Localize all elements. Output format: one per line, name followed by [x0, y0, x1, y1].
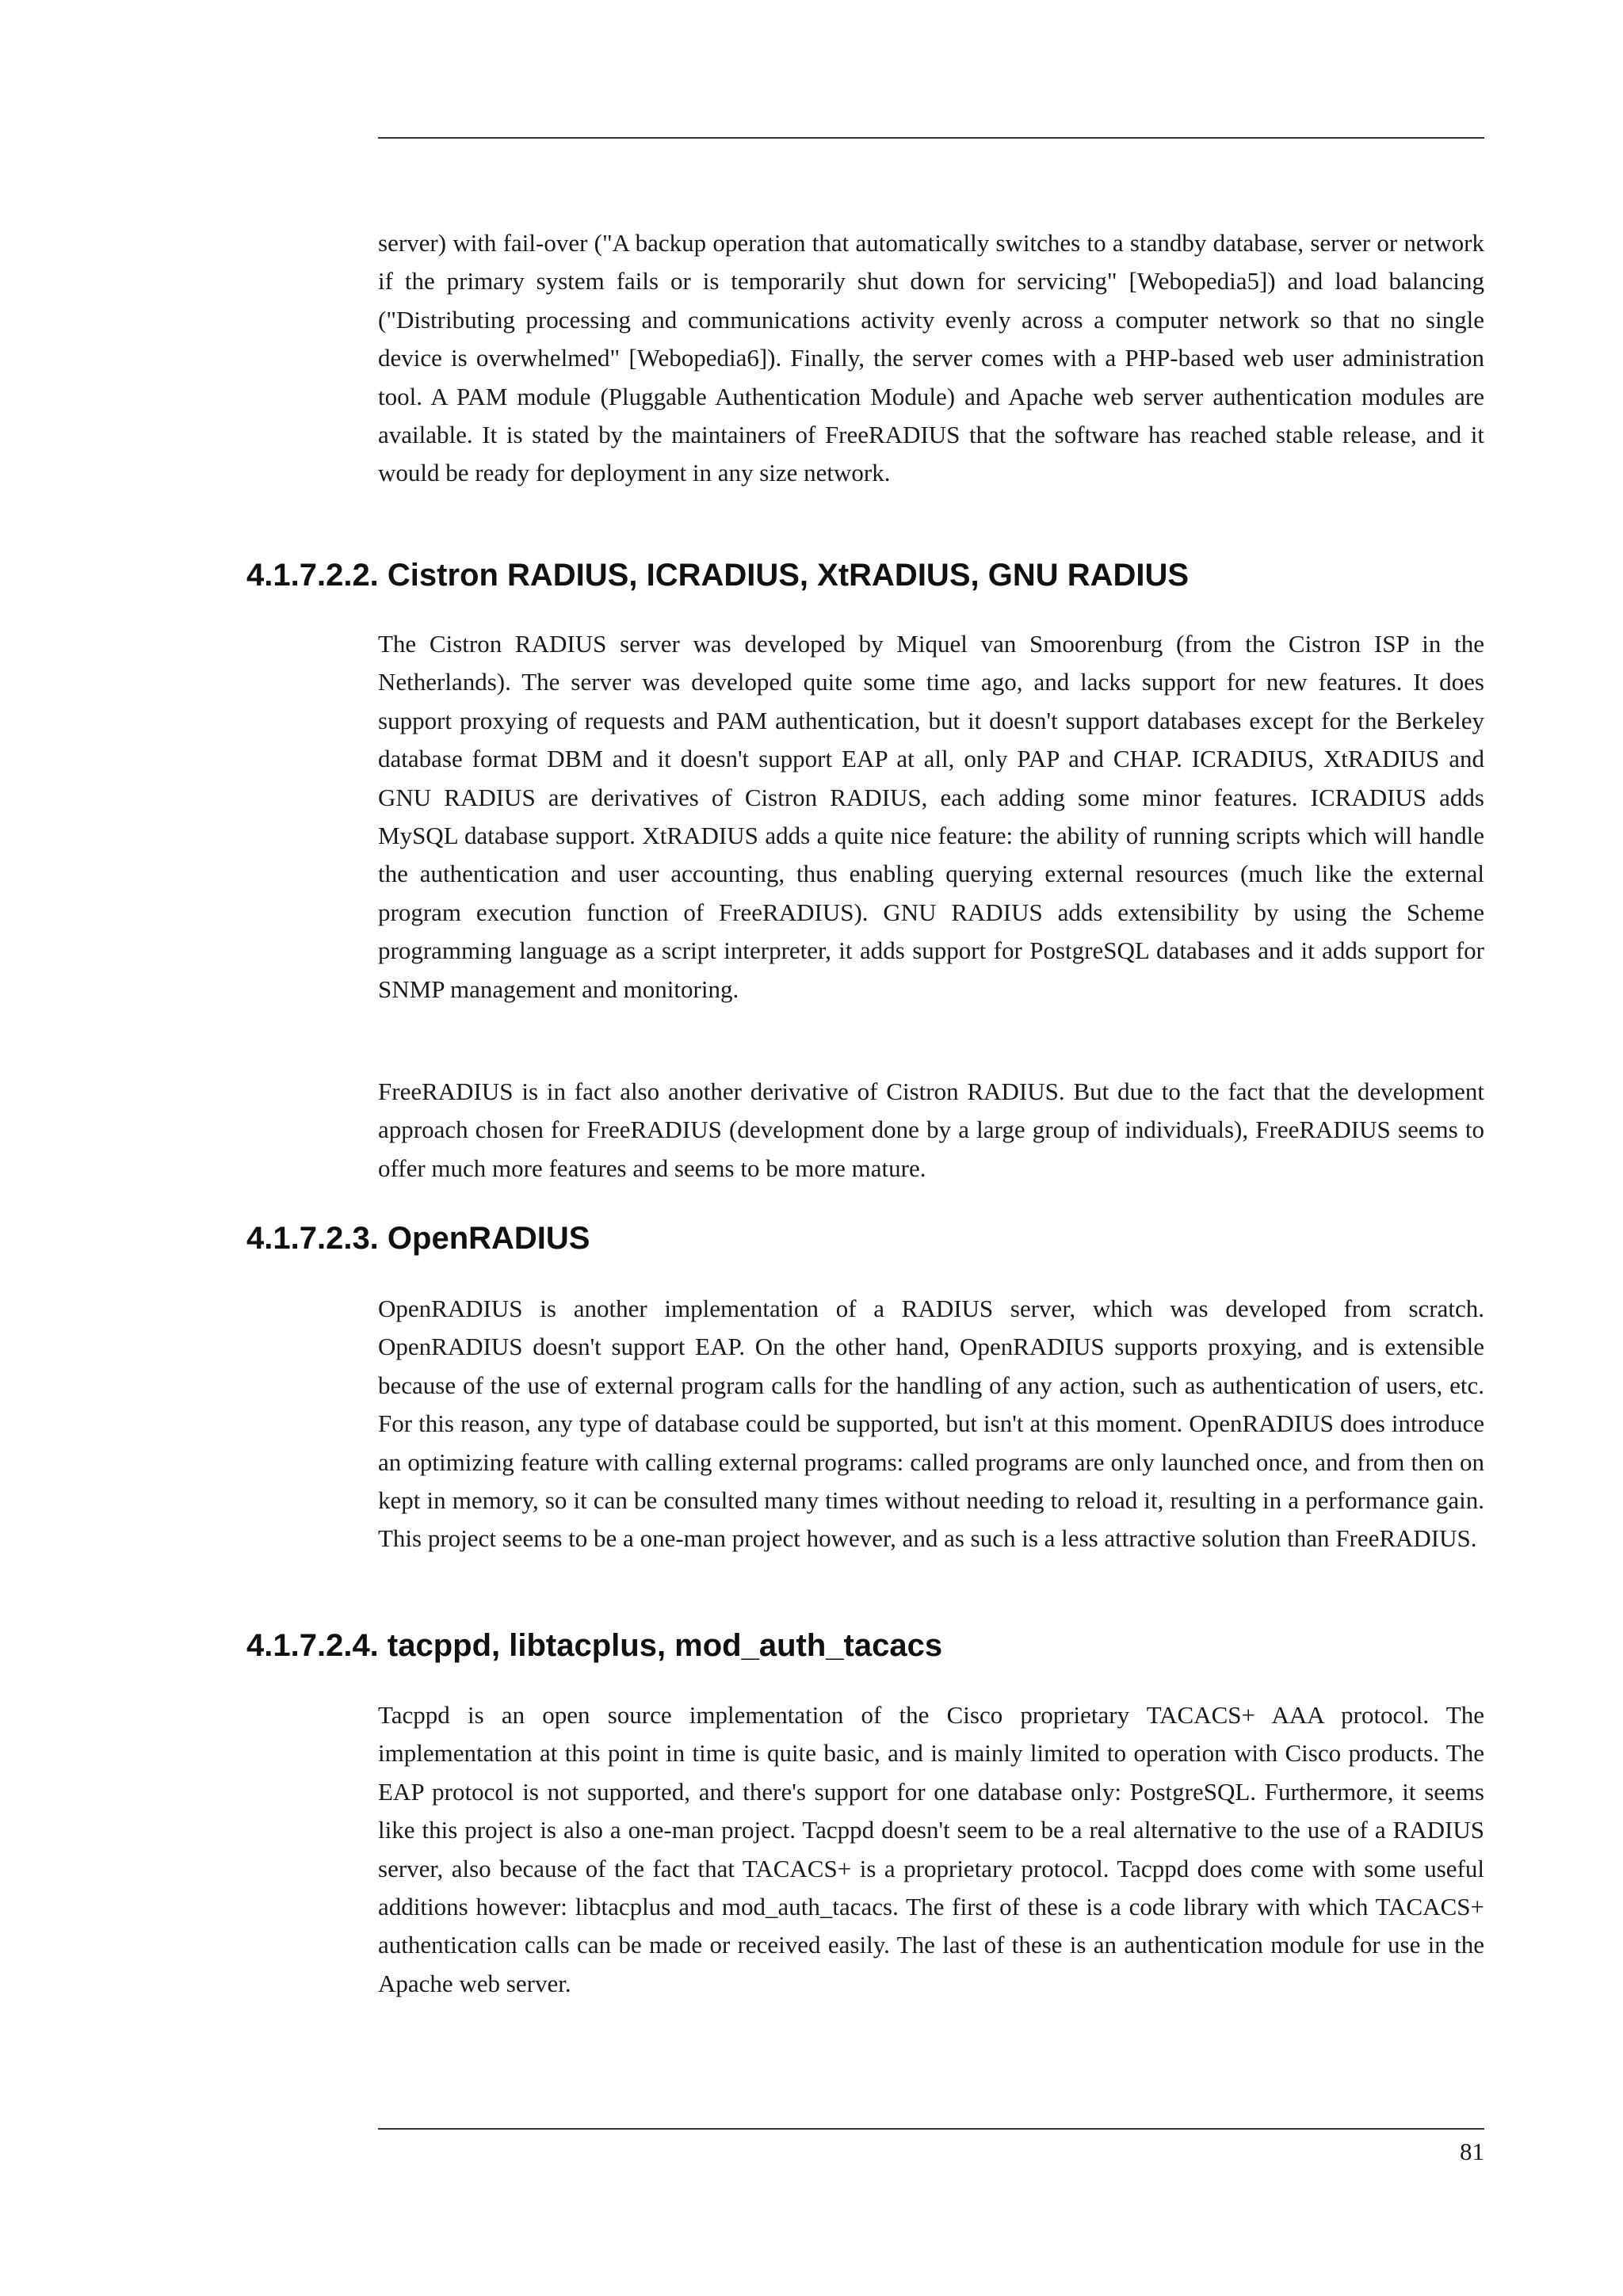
section-heading-openradius: 4.1.7.2.3. OpenRADIUS — [246, 1221, 590, 1256]
footer-rule — [378, 2128, 1484, 2130]
header-rule — [378, 137, 1484, 139]
cistron-paragraph-2: FreeRADIUS is in fact also another derivative of Cistron RADIUS. But due to the fact that the development approach chosen for FreeRADIUS (development done by a large group of individuals), FreeRADIUS seems to offer much more features and seems to be more mature. — [378, 1077, 1484, 1182]
tacppd-paragraph: Tacppd is an open source implementation of the Cisco proprietary TACACS+ AAA protocol. The implementation at this point in time is quite basic, and is mainly limited to operation with Cisco products. The EAP protocol is not supported, and there's support for one database only: PostgreSQL. Furthermore, it seems like this project is also a one-man project. Tacppd doesn't seem to be a real alternative to the use of a RADIUS server, also because of the fact that TACACS+ is a proprietary protocol. Tacppd does come with some useful additions however: libtacplus and mod_auth_tacacs. The first of these is a code library with which TACACS+ authentication calls can be made or received easily. The last of these is an authentication module for use in the Apache web server. — [378, 1701, 1484, 1997]
page-number: 81 — [1460, 2138, 1484, 2165]
section-heading-cistron: 4.1.7.2.2. Cistron RADIUS, ICRADIUS, XtRADIUS, GNU RADIUS — [246, 558, 1190, 593]
intro-paragraph: server) with fail-over ("A backup operation that automatically switches to a standby database, server or network if the primary system fails or is temporarily shut down for servicing" [Webopedia5]) and load balancing ("Distributing processing and communications activity evenly across a computer network so that no single device is overwhelmed" [Webopedia6]). Finally, the server comes with a PHP-based web user administration tool. A PAM module (Pluggable Authentication Module) and Apache web server authentication modules are available. It is stated by the maintainers of FreeRADIUS that the software has reached stable release, and it would be ready for deployment in any size network. — [378, 229, 1484, 487]
openradius-paragraph: OpenRADIUS is another implementation of a RADIUS server, which was developed from scratch. OpenRADIUS doesn't support EAP. On the other hand, OpenRADIUS supports proxying, and is extensible because of the use of external program calls for the handling of any action, such as authentication of users, etc. For this reason, any type of database could be supported, but isn't at this moment. OpenRADIUS does introduce an optimizing feature with calling external programs: called programs are only launched once, and from then on kept in memory, so it can be consulted many times without needing to reload it, resulting in a performance gain. This project seems to be a one-man project however, and as such is a less attractive solution than FreeRADIUS. — [378, 1295, 1484, 1553]
cistron-paragraph-1: The Cistron RADIUS server was developed by Miquel van Smoorenburg (from the Cistron ISP in the Netherlands). The server was developed quite some time ago, and lacks support for new features. It does support proxying of requests and PAM authentication, but it doesn't support databases except for the Berkeley database format DBM and it doesn't support EAP at all, only PAP and CHAP. ICRADIUS, XtRADIUS and GNU RADIUS are derivatives of Cistron RADIUS, each adding some minor features. ICRADIUS adds MySQL database support. XtRADIUS adds a quite nice feature: the ability of running scripts which will handle the authentication and user accounting, thus enabling querying external resources (much like the external program execution function of FreeRADIUS). GNU RADIUS adds extensibility by using the Scheme programming language as a script interpreter, it adds support for PostgreSQL databases and it adds support for SNMP management and monitoring. — [378, 630, 1484, 1003]
section-heading-tacppd: 4.1.7.2.4. tacppd, libtacplus, mod_auth_tacacs — [246, 1628, 943, 1663]
